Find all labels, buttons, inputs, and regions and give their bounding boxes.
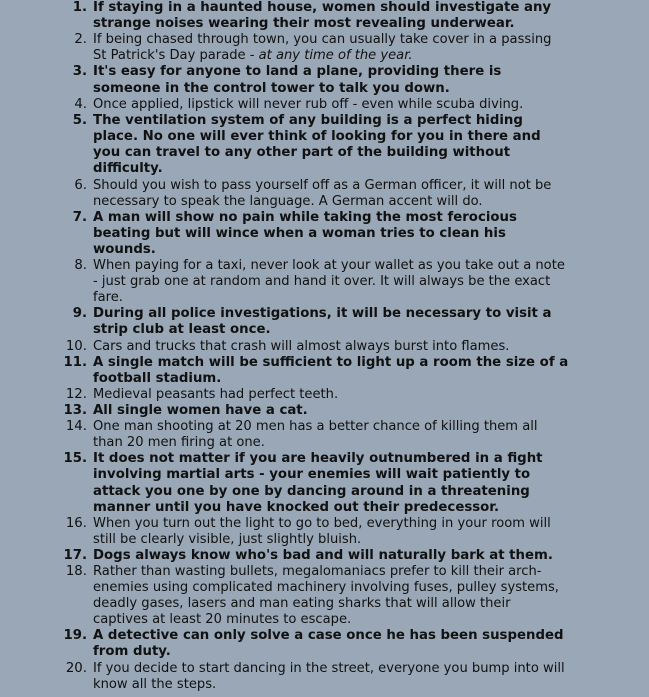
list-item bbox=[0, 113, 649, 178]
item-text bbox=[93, 339, 569, 355]
item-text bbox=[93, 113, 569, 178]
item-number: 11. bbox=[63, 354, 87, 370]
item-number: 5. bbox=[72, 112, 87, 128]
item-number: 9. bbox=[72, 306, 87, 322]
item-number: 18. bbox=[65, 564, 87, 580]
item-text bbox=[93, 628, 569, 660]
item-text-main: When paying for a taxi, never look at your wallet as you take out a note - just grab one at random and hand it over. It will always be the exact fare. bbox=[93, 258, 565, 306]
item-number: 4. bbox=[74, 96, 87, 112]
list-item bbox=[0, 387, 649, 403]
item-text-main: The ventilation system of any building is a perfect hiding place. No one will ever think of looking for you in there and you can travel to any other part of the building without difficulty. bbox=[93, 112, 541, 177]
list-item bbox=[0, 419, 649, 451]
item-text bbox=[93, 210, 569, 259]
list-item bbox=[0, 564, 649, 628]
item-text bbox=[93, 419, 569, 451]
item-text-main: It's easy for anyone to land a plane, providing there is someone in the control tower to talk you down. bbox=[93, 64, 502, 96]
item-text-main: If being chased through town, you can usually take cover in a passing St Patrick's Day parade - bbox=[93, 32, 552, 64]
item-text-main: Once applied, lipstick will never rub off - even while scuba diving. bbox=[93, 96, 524, 112]
item-text-main: Should you wish to pass yourself off as a German officer, it will not be necessary to speak the language. A German accent will do. bbox=[93, 177, 552, 209]
item-text-main: If staying in a haunted house, women should investigate any strange noises wearing their most revealing underwear. bbox=[93, 0, 552, 32]
list-item bbox=[0, 661, 649, 693]
item-text bbox=[93, 64, 569, 96]
item-text-main: Dogs always know who's bad and will naturally bark at them. bbox=[93, 548, 553, 564]
item-text-main: One man shooting at 20 men has a better chance of killing them all than 20 men firing at one. bbox=[93, 419, 538, 451]
item-number: 16. bbox=[65, 516, 87, 532]
item-text bbox=[93, 306, 569, 338]
item-number: 1. bbox=[72, 0, 87, 15]
item-text-main: Cars and trucks that crash will almost always burst into flames. bbox=[93, 338, 510, 354]
item-text bbox=[93, 355, 569, 387]
item-text bbox=[93, 0, 569, 32]
list-item bbox=[0, 0, 649, 32]
item-text-main: When you turn out the light to go to bed, everything in your room will still be clearly visible, just slightly bluish. bbox=[93, 516, 551, 548]
item-text-main: All single women have a cat. bbox=[93, 403, 308, 419]
item-text-main: If you decide to start dancing in the street, everyone you bump into will know all the steps. bbox=[93, 660, 565, 692]
list-item bbox=[0, 306, 649, 338]
item-number: 7. bbox=[72, 209, 87, 225]
item-number: 15. bbox=[63, 451, 87, 467]
item-text bbox=[93, 32, 569, 64]
list-item bbox=[0, 210, 649, 259]
item-text-main: Rather than wasting bullets, megalomaniacs prefer to kill their arch-enemies using complicated machinery involving fuses, pulley systems, deadly gases, lasers and man eating sharks that will allow their captives at least 20 minutes to escape. bbox=[93, 564, 559, 628]
item-text-main: A man will show no pain while taking the most ferocious beating but will wince when a woman tries to clean his wounds. bbox=[93, 209, 517, 258]
item-number: 6. bbox=[74, 177, 87, 193]
list-item bbox=[0, 355, 649, 387]
item-text bbox=[93, 258, 569, 306]
item-number: 8. bbox=[74, 258, 87, 274]
item-text bbox=[93, 178, 569, 210]
item-text-main: A single match will be sufficient to light up a room the size of a football stadium. bbox=[93, 354, 569, 386]
item-text bbox=[93, 403, 569, 419]
item-number: 12. bbox=[65, 387, 87, 403]
list-item bbox=[0, 516, 649, 548]
list-item bbox=[0, 32, 649, 64]
item-text bbox=[93, 564, 569, 628]
item-number: 3. bbox=[72, 64, 87, 80]
list-item bbox=[0, 97, 649, 113]
item-number: 19. bbox=[63, 628, 87, 644]
item-text-italic: at any time of the year. bbox=[258, 48, 413, 64]
item-text bbox=[93, 387, 569, 403]
list-item bbox=[0, 339, 649, 355]
list-item bbox=[0, 403, 649, 419]
item-number: 10. bbox=[65, 338, 87, 354]
list-item bbox=[0, 451, 649, 516]
item-number: 20. bbox=[65, 660, 87, 676]
item-text bbox=[93, 97, 569, 113]
item-text bbox=[93, 548, 569, 564]
item-text bbox=[93, 516, 569, 548]
list-item bbox=[0, 64, 649, 96]
item-text-main: A detective can only solve a case once he has been suspended from duty. bbox=[93, 628, 564, 660]
item-text-main: Medieval peasants had perfect teeth. bbox=[93, 387, 339, 403]
item-text bbox=[93, 661, 569, 693]
item-text-main: During all police investigations, it will be necessary to visit a strip club at least once. bbox=[93, 306, 552, 338]
item-number: 2. bbox=[74, 32, 87, 48]
item-number: 17. bbox=[63, 548, 87, 564]
item-number: 14. bbox=[65, 419, 87, 435]
list-item bbox=[0, 178, 649, 210]
list-item bbox=[0, 628, 649, 660]
list-item bbox=[0, 548, 649, 564]
item-number: 13. bbox=[63, 403, 87, 419]
item-text-main: It does not matter if you are heavily outnumbered in a fight involving martial arts - your enemies will wait patiently to attack you one by one by dancing around in a threatening manner until you have knocked out their predecessor. bbox=[93, 451, 543, 515]
item-text bbox=[93, 451, 569, 516]
list-item bbox=[0, 258, 649, 306]
